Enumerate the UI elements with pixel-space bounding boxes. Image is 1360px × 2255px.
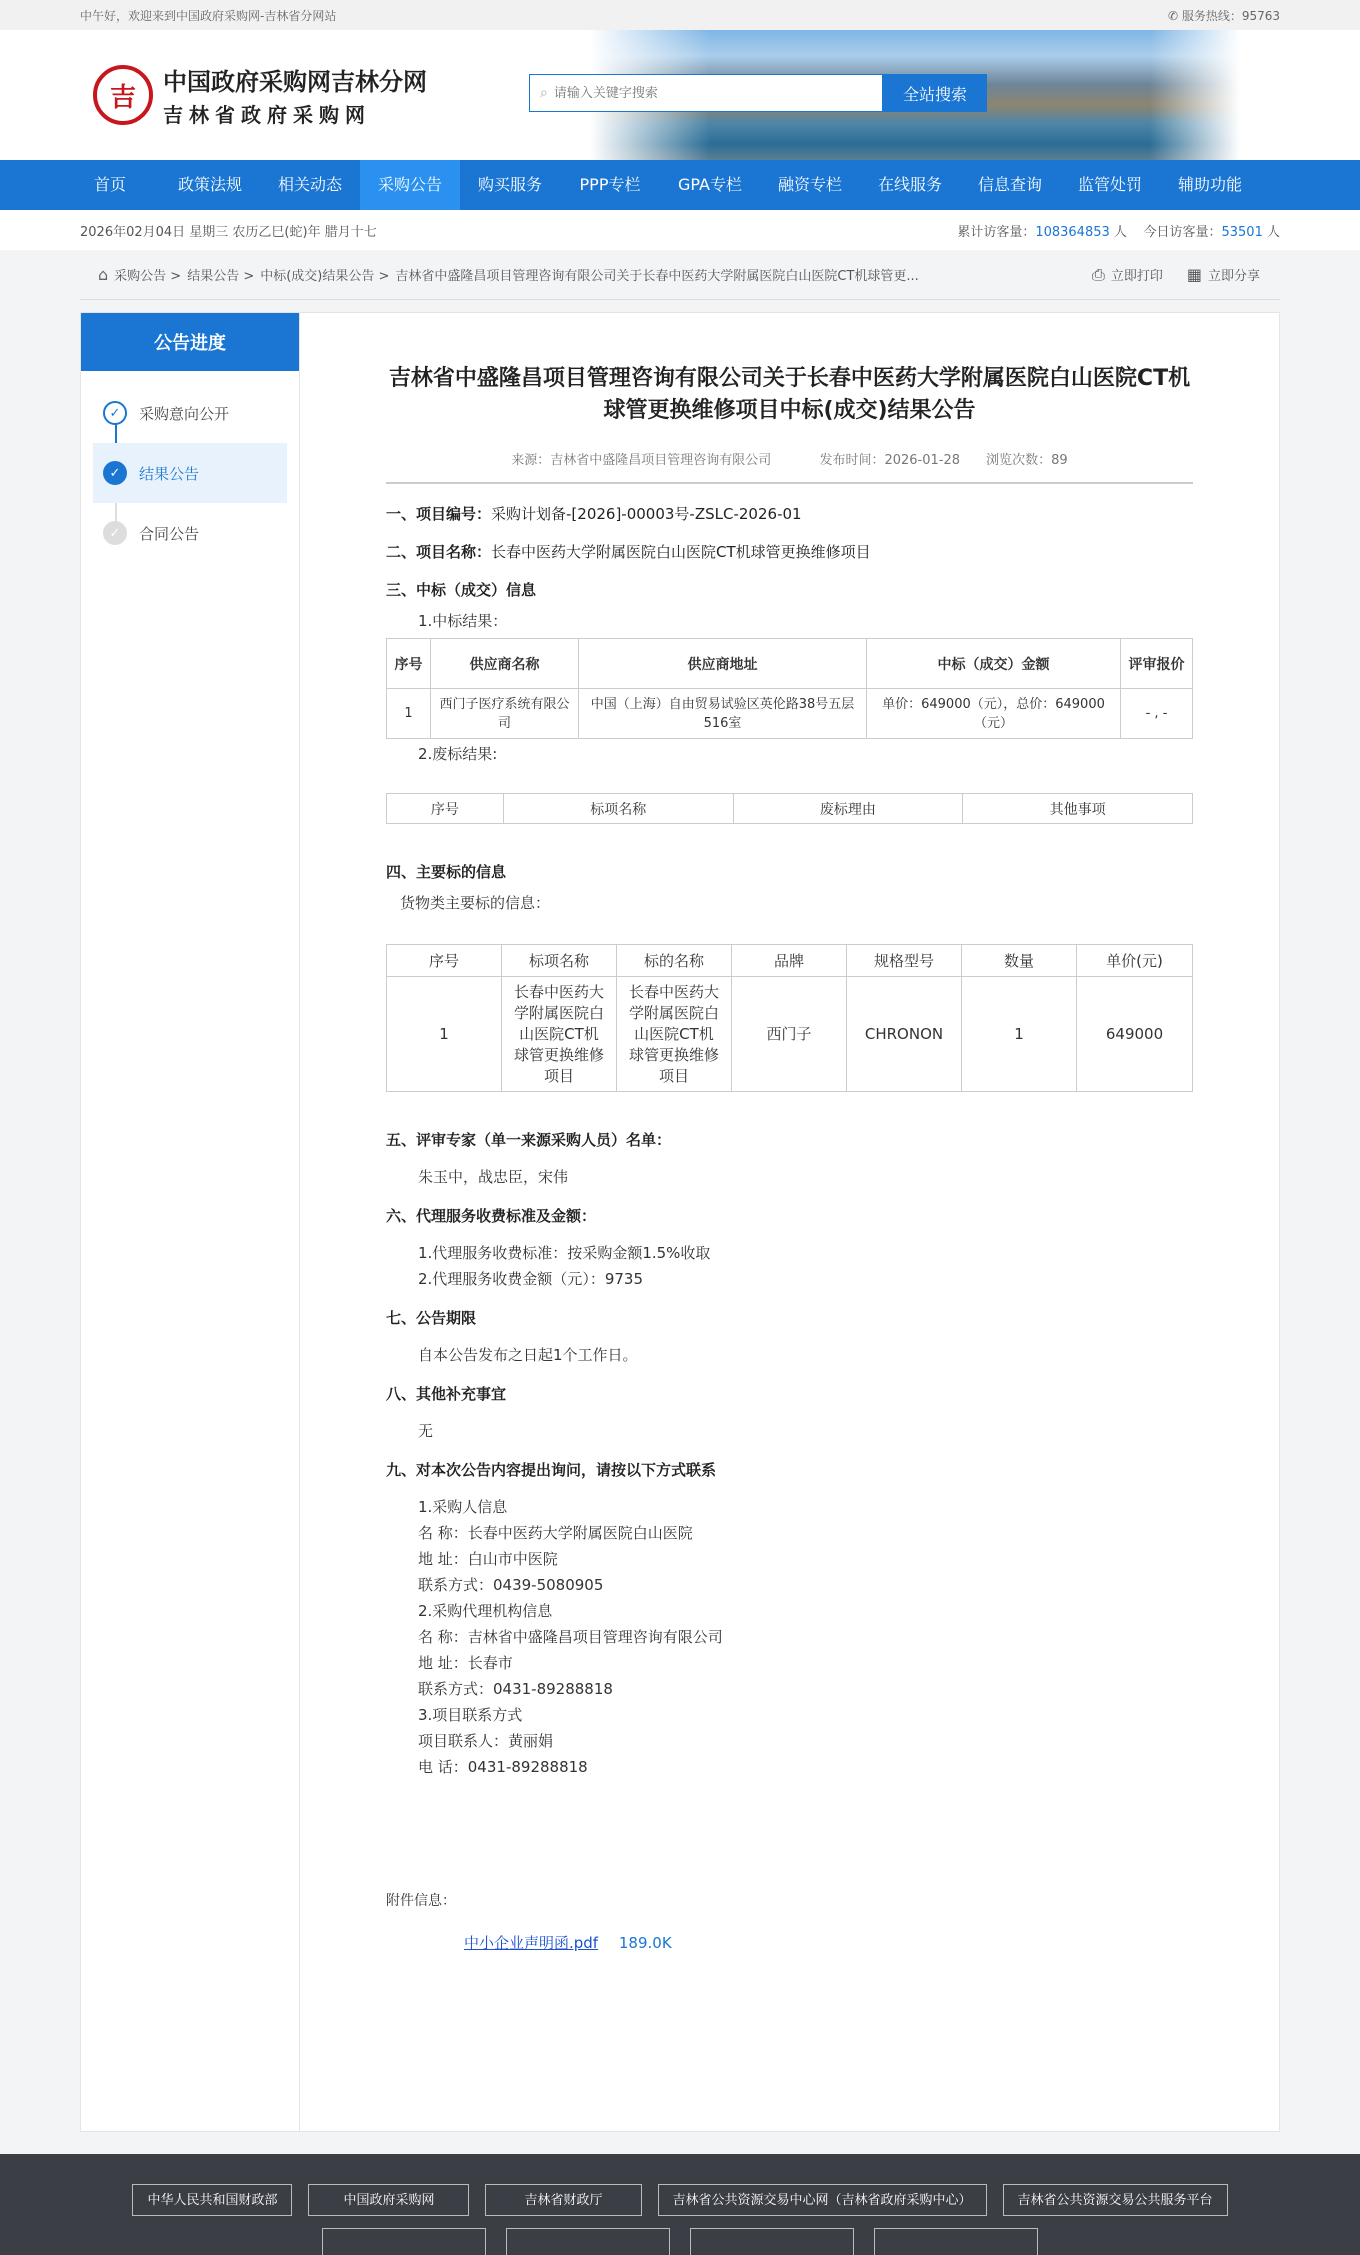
footer-links-row2 <box>0 2228 1360 2255</box>
today-visitors-count: 53501 <box>1221 224 1263 240</box>
breadcrumb-current: 吉林省中盛隆昌项目管理咨询有限公司关于长春中医药大学附属医院白山医院CT机球管更... <box>395 269 919 284</box>
section-experts: 五、评审专家（单一来源采购人员）名单： <box>386 1131 672 1149</box>
progress-steps <box>81 371 299 575</box>
logo-subtitle: 吉林省政府采购网 <box>163 103 371 127</box>
table-header: 序号 <box>387 794 504 824</box>
table-cell: 649000 <box>1077 977 1193 1092</box>
attachment-label: 附件信息： <box>386 1893 456 1909</box>
footer-links <box>80 2154 1280 2216</box>
contact-line: 电 话：0431-89288818 <box>418 1758 588 1776</box>
article-source: 来源：吉林省中盛隆昌项目管理咨询有限公司 <box>511 453 772 468</box>
award-result-label: 1.中标结果： <box>418 612 508 630</box>
contact-line: 联系方式：0439-5080905 <box>418 1576 604 1594</box>
breadcrumb-item[interactable]: 中标(成交)结果公告 > <box>260 269 390 284</box>
hotline-number: 服务热线：95763 <box>1181 8 1280 23</box>
attachment-link[interactable]: 中小企业声明函.pdf <box>464 1934 599 1952</box>
printer-icon: ⎙ <box>1092 264 1105 284</box>
goods-table <box>386 944 1193 1092</box>
contact-line: 2.采购代理机构信息 <box>418 1602 553 1620</box>
contact-line: 名 称：长春中医药大学附属医院白山医院 <box>418 1524 693 1542</box>
table-cell: 长春中医药大学附属医院白山医院CT机球管更换维修项目 <box>617 977 732 1092</box>
table-header: 数量 <box>962 945 1077 977</box>
section-label: 一、项目编号： <box>386 505 492 523</box>
breadcrumb-item[interactable]: 结果公告 > <box>187 269 255 284</box>
check-icon: ✓ <box>103 521 127 545</box>
logo-title: 中国政府采购网吉林分网 <box>163 68 427 96</box>
table-header: 单价(元) <box>1077 945 1193 977</box>
table-header: 序号 <box>387 945 502 977</box>
contact-block <box>386 1494 1193 1780</box>
footer <box>0 2154 1360 2255</box>
step-result[interactable] <box>93 443 287 503</box>
qr-code-icon: ▦ <box>1186 265 1202 284</box>
unit-label: 人 <box>1113 224 1127 240</box>
footer-link[interactable]: 中国政府采购网 <box>308 2184 469 2216</box>
table-cell: 1 <box>387 689 431 739</box>
table-cell: CHRONON <box>847 977 962 1092</box>
breadcrumb-bar <box>0 250 1360 300</box>
table-header: 供应商地址 <box>579 639 867 689</box>
date-bar <box>0 210 1360 250</box>
search-icon: ⌕ <box>540 85 548 101</box>
top-bar <box>0 0 1360 30</box>
section-award-info: 三、中标（成交）信息 <box>386 581 537 599</box>
table-cell: 单价：649000（元），总价：649000（元） <box>867 689 1121 739</box>
project-number: 采购计划备-[2026]-00003号-ZSLC-2026-01 <box>491 505 802 523</box>
progress-sidebar <box>80 312 299 2132</box>
table-header: 供应商名称 <box>431 639 579 689</box>
share-button[interactable] <box>1187 265 1260 284</box>
footer-link[interactable]: 中华人民共和国财政部 <box>132 2184 292 2216</box>
footer-link[interactable]: 吉林省公共资源交易公共服务平台 <box>1003 2184 1228 2216</box>
search-field <box>529 74 883 112</box>
step-label: 合同公告 <box>139 524 200 543</box>
search-button[interactable]: 全站搜索 <box>883 74 987 112</box>
contact-line: 联系方式：0431-89288818 <box>418 1680 613 1698</box>
unit-label: 人 <box>1266 224 1280 240</box>
section-other: 八、其他补充事宜 <box>386 1385 507 1403</box>
breadcrumb <box>80 265 919 284</box>
step-label: 采购意向公开 <box>139 404 230 423</box>
check-icon: ✓ <box>103 401 127 425</box>
today-visitors-label: 今日访客量： <box>1143 224 1222 240</box>
contact-line: 项目联系人：黄丽娟 <box>418 1732 554 1750</box>
total-visitors-count: 108364853 <box>1035 224 1110 240</box>
nav-item-gpa[interactable]: GPA专栏 <box>678 175 742 194</box>
nav-item-news[interactable]: 相关动态 <box>277 175 342 194</box>
step-contract[interactable] <box>93 503 287 563</box>
table-header: 标项名称 <box>503 794 733 824</box>
goods-info-label: 货物类主要标的信息： <box>400 894 551 912</box>
section-period: 七、公告期限 <box>386 1309 477 1327</box>
home-icon[interactable]: ⌂ <box>98 265 109 284</box>
contact-line: 地 址：长春市 <box>418 1654 513 1672</box>
table-header: 品牌 <box>732 945 847 977</box>
search-input[interactable] <box>554 86 854 101</box>
failed-table <box>386 793 1193 824</box>
table-cell: 1 <box>962 977 1077 1092</box>
nav-item-announcements[interactable]: 采购公告 <box>360 160 460 210</box>
footer-link-box[interactable] <box>322 2228 486 2255</box>
footer-link-box[interactable] <box>506 2228 670 2255</box>
table-cell: 1 <box>387 977 502 1092</box>
section-project-name <box>386 540 1193 564</box>
contact-line: 1.采购人信息 <box>418 1498 508 1516</box>
nav-item-supervision[interactable]: 监管处罚 <box>1077 175 1142 194</box>
search-bar <box>529 74 987 112</box>
site-header <box>0 30 1360 160</box>
experts-list: 朱玉中，战忠臣，宋伟 <box>418 1168 569 1186</box>
attachment-size: 189.0K <box>618 1934 672 1952</box>
phone-icon: ✆ <box>1167 8 1182 23</box>
nav-item-home[interactable]: 首页 <box>93 175 126 194</box>
table-cell: 西门子 <box>732 977 847 1092</box>
table-row <box>387 977 1193 1092</box>
main-nav <box>0 160 1360 210</box>
agency-fee-amount: 2.代理服务收费金额（元）：9735 <box>418 1270 643 1288</box>
article-content <box>299 312 1280 2132</box>
breadcrumb-item[interactable]: 采购公告 > <box>114 269 182 284</box>
period-text: 自本公告发布之日起1个工作日。 <box>418 1346 638 1364</box>
table-header: 标项名称 <box>502 945 617 977</box>
failed-result-label: 2.废标结果: <box>418 745 498 763</box>
article-views: 浏览次数：89 <box>986 453 1068 468</box>
footer-link[interactable]: 吉林省财政厅 <box>485 2184 641 2216</box>
site-logo[interactable] <box>93 62 427 128</box>
table-header: 规格型号 <box>847 945 962 977</box>
section-label: 二、项目名称： <box>386 543 492 561</box>
table-cell: 中国（上海）自由贸易试验区英伦路38号五层516室 <box>579 689 867 739</box>
contact-line: 3.项目联系方式 <box>418 1706 523 1724</box>
table-header: 评审报价 <box>1121 639 1193 689</box>
table-header: 中标（成交）金额 <box>867 639 1121 689</box>
emblem-icon: 吉 <box>93 65 153 125</box>
nav-item-purchase-services[interactable]: 购买服务 <box>477 175 542 194</box>
section-contact: 九、对本次公告内容提出询问，请按以下方式联系 <box>386 1461 717 1479</box>
table-header: 废标理由 <box>733 794 963 824</box>
table-row <box>387 689 1193 739</box>
footer-link-box[interactable] <box>874 2228 1038 2255</box>
print-label: 立即打印 <box>1110 269 1163 284</box>
footer-link[interactable]: 吉林省公共资源交易中心网（吉林省政府采购中心） <box>658 2184 987 2216</box>
contact-line: 地 址：白山市中医院 <box>418 1550 558 1568</box>
article-title: 吉林省中盛隆昌项目管理咨询有限公司关于长春中医药大学附属医院白山医院CT机球管更换维修项目中标(成交)结果公告 <box>388 366 1191 423</box>
table-cell: 长春中医药大学附属医院白山医院CT机球管更换维修项目 <box>502 977 617 1092</box>
step-intention[interactable] <box>93 383 287 443</box>
table-header: 标的名称 <box>617 945 732 977</box>
agency-fee-standard: 1.代理服务收费标准：按采购金额1.5%收取 <box>418 1244 711 1262</box>
print-button[interactable] <box>1092 265 1163 285</box>
section-goods-info: 四、主要标的信息 <box>386 863 507 881</box>
table-cell: 西门子医疗系统有限公司 <box>431 689 579 739</box>
sidebar-title: 公告进度 <box>81 313 299 371</box>
current-date: 2026年02月04日 星期三 农历乙巳(蛇)年 腊月十七 <box>80 224 377 240</box>
project-name: 长春中医药大学附属医院白山医院CT机球管更换维修项目 <box>491 543 871 561</box>
nav-item-info-query[interactable]: 信息查询 <box>977 175 1042 194</box>
other-text: 无 <box>418 1422 434 1440</box>
nav-item-online-services[interactable]: 在线服务 <box>877 175 942 194</box>
section-agency-fee: 六、代理服务收费标准及金额： <box>386 1207 597 1225</box>
attachment-item <box>464 1932 1193 1953</box>
nav-item-accessibility[interactable]: 辅助功能 <box>1177 175 1242 194</box>
nav-item-policy[interactable]: 政策法规 <box>177 175 242 194</box>
visitor-stats <box>957 221 1280 240</box>
total-visitors-label: 累计访客量： <box>957 224 1036 240</box>
table-header: 序号 <box>387 639 431 689</box>
table-header: 其他事项 <box>963 794 1193 824</box>
section-project-number <box>386 502 1193 526</box>
hotline-text <box>1168 7 1280 24</box>
award-table <box>386 638 1193 739</box>
footer-link-box[interactable] <box>690 2228 854 2255</box>
step-label: 结果公告 <box>139 464 200 483</box>
main-area <box>80 312 1280 2132</box>
article-publish-time: 发布时间：2026-01-28 <box>819 453 961 468</box>
share-label: 立即分享 <box>1207 269 1260 284</box>
article-meta <box>386 449 1193 484</box>
greeting-text: 中午好，欢迎来到中国政府采购网-吉林省分网站 <box>80 8 337 23</box>
check-icon: ✓ <box>103 461 127 485</box>
nav-item-finance[interactable]: 融资专栏 <box>777 175 842 194</box>
nav-item-ppp[interactable]: PPP专栏 <box>579 175 641 194</box>
table-cell: - , - <box>1121 689 1193 739</box>
contact-line: 名 称：吉林省中盛隆昌项目管理咨询有限公司 <box>418 1628 723 1646</box>
